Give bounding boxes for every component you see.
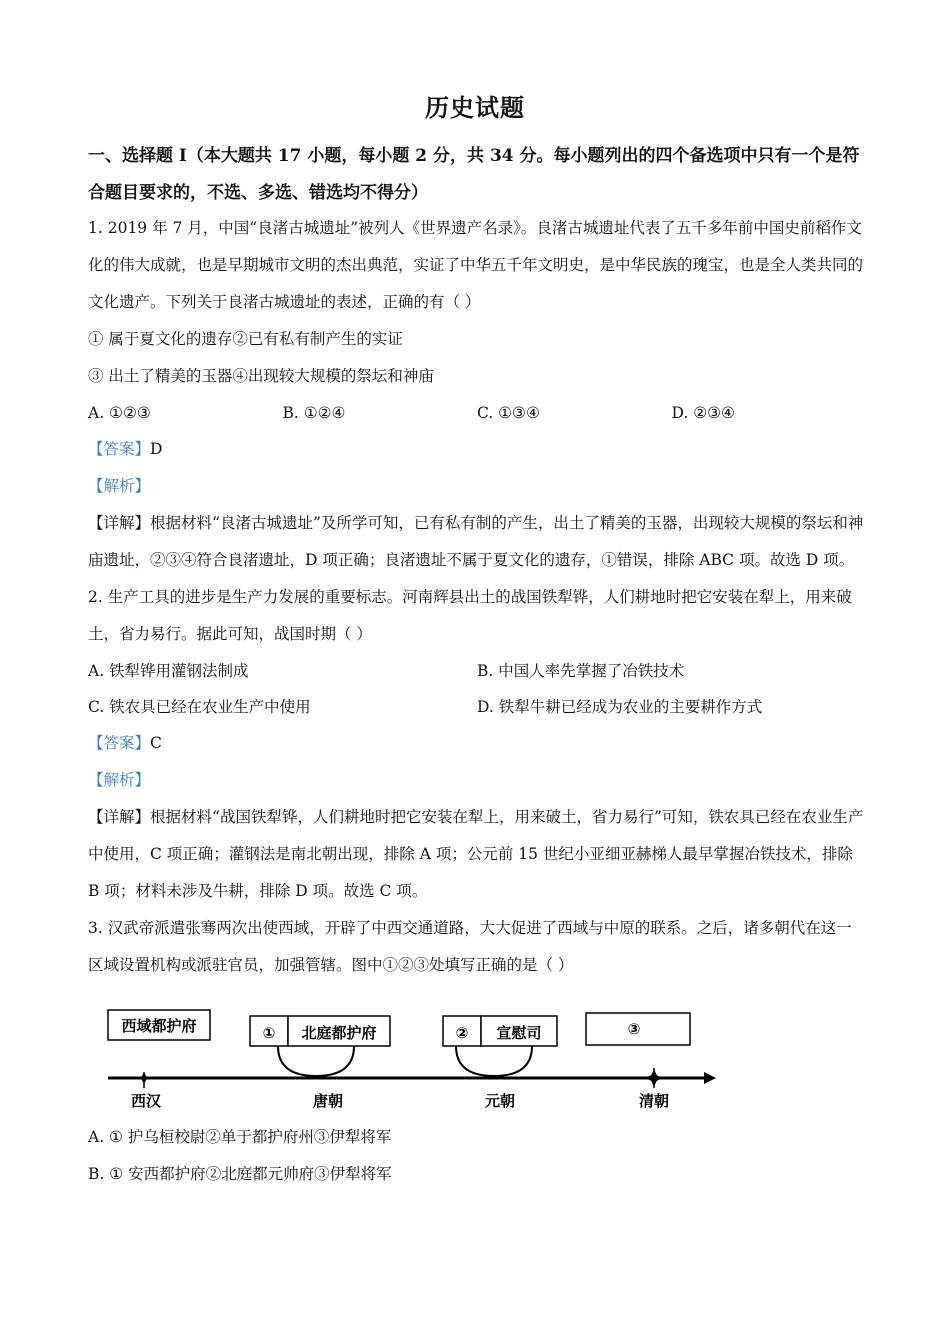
q2-options-row-2: [88, 689, 866, 725]
bracket-yuan: [456, 1046, 532, 1076]
era-tang: 唐朝: [312, 1092, 344, 1110]
q3-stem: 3. 汉武帝派遣张骞两次出使西域，开辟了中西交通道路，大大促进了西域与中原的联系。之后，诸多朝代在这一区域设置机构或派驻官员，加强管辖。图中①②③处填写正确的是（ ）: [88, 919, 852, 974]
q2-option-d: D. 铁犁牛耕已经成为农业的主要耕作方式: [477, 698, 763, 716]
q2-analysis-line: [88, 762, 866, 799]
answer-label: 【答案】: [88, 440, 151, 458]
box-beiting-label: 北庭都护府: [301, 1024, 377, 1042]
answer-label: 【答案】: [88, 734, 151, 752]
question-1: [88, 210, 866, 579]
blank-2-label: ②: [455, 1024, 469, 1042]
q2-option-b: B. 中国人率先掌握了冶铁技术: [477, 662, 685, 680]
q1-item-1: ① 属于夏文化的遗存②已有私有制产生的实证: [88, 330, 403, 348]
q1-detail: 根据材料“良渚古城遗址”及所学可知，已有私有制的产生，出土了精美的玉器，出现较大规模的祭坛和神庙遗址，②③④符合良渚遗址，D 项正确；良渚遗址不属于夏文化的遗存，①错误，排除 ABC 项。故选 D 项。: [88, 514, 864, 569]
q2-option-a: A. 铁犁铧用灌钢法制成: [88, 662, 249, 680]
q1-item-2: ③ 出土了精美的玉器④出现较大规模的祭坛和神庙: [88, 367, 434, 385]
q3-option-a: A. ① 护乌桓校尉②单于都护府州③伊犁将军: [88, 1128, 392, 1146]
question-3: [88, 910, 866, 1193]
q1-analysis-line: [88, 468, 866, 505]
q2-stem: 2. 生产工具的进步是生产力发展的重要标志。河南辉县出土的战国铁犁铧，人们耕地时把它安装在犁上，用来破土，省力易行。据此可知，战国时期（ ）: [88, 588, 852, 643]
q2-detail: 根据材料“战国铁犁铧，人们耕地时把它安装在犁上，用来破土，省力易行”可知，铁农具已经在农业生产中使用，C 项正确；灌钢法是南北朝出现，排除 A 项；公元前 15 世纪小亚细亚赫梯人最早掌握冶铁技术，排除 B 项；材料未涉及牛耕，排除 D 项。故选 C 项。: [88, 808, 864, 900]
q2-option-c: C. 铁农具已经在农业生产中使用: [88, 698, 311, 716]
q1-options: [88, 395, 866, 431]
q1-option-b: B. ①②④: [282, 404, 346, 422]
blank-3-label: ③: [627, 1020, 641, 1038]
bracket-tang: [278, 1046, 354, 1076]
q1-detail-line: [88, 505, 866, 579]
q1-option-d: D. ②③④: [671, 404, 735, 422]
detail-label: 【详解】: [88, 514, 151, 532]
analysis-label: 【解析】: [88, 771, 151, 789]
era-yuan: 元朝: [484, 1092, 516, 1110]
q2-options-row-1: [88, 653, 866, 689]
detail-label: 【详解】: [88, 808, 151, 826]
marker-xihan: [141, 1072, 147, 1084]
q1-stem: 1. 2019 年 7 月，中国“良渚古城遗址”被列人《世界遗产名录》。良渚古城遗址代表了五千多年前中国史前稻作文化的伟大成就，也是早期城市文明的杰出典范，实证了中华五千年文明史，是中华民族的瑰宝，也是全人类共同的文化遗产。下列关于良渚古城遗址的表述，正确的有（ ）: [88, 219, 864, 311]
q2-detail-line: [88, 799, 866, 910]
question-2: [88, 579, 866, 910]
q1-option-a: A. ①②③: [88, 404, 151, 422]
questions: [88, 210, 866, 1193]
section-heading: 一、选择题 I（本大题共 17 小题，每小题 2 分，共 34 分。每小题列出的四个备选项中只有一个是符合题目要求的，不选、多选、错选均不得分）: [88, 146, 860, 203]
blank-1-label: ①: [262, 1024, 276, 1042]
era-qing: 清朝: [638, 1092, 670, 1110]
analysis-label: 【解析】: [88, 477, 151, 495]
timeline-svg: [88, 988, 866, 1113]
era-xihan: 西汉: [130, 1092, 162, 1110]
timeline-arrow: [704, 1072, 716, 1084]
timeline-diagram: [88, 988, 866, 1113]
box-xuanwei-label: 宣慰司: [496, 1024, 542, 1042]
q2-answer-line: [88, 725, 866, 762]
q3-option-b: B. ① 安西都护府②北庭都元帅府③伊犁将军: [88, 1165, 392, 1183]
q2-answer: C: [150, 734, 162, 752]
page-title: 历史试题: [425, 93, 525, 122]
box-xiyu-label: 西域都护府: [121, 1017, 197, 1035]
marker-qing-h: [645, 1074, 663, 1082]
q1-answer: D: [150, 440, 163, 458]
q1-answer-line: [88, 431, 866, 468]
q1-option-c: C. ①③④: [477, 404, 540, 422]
